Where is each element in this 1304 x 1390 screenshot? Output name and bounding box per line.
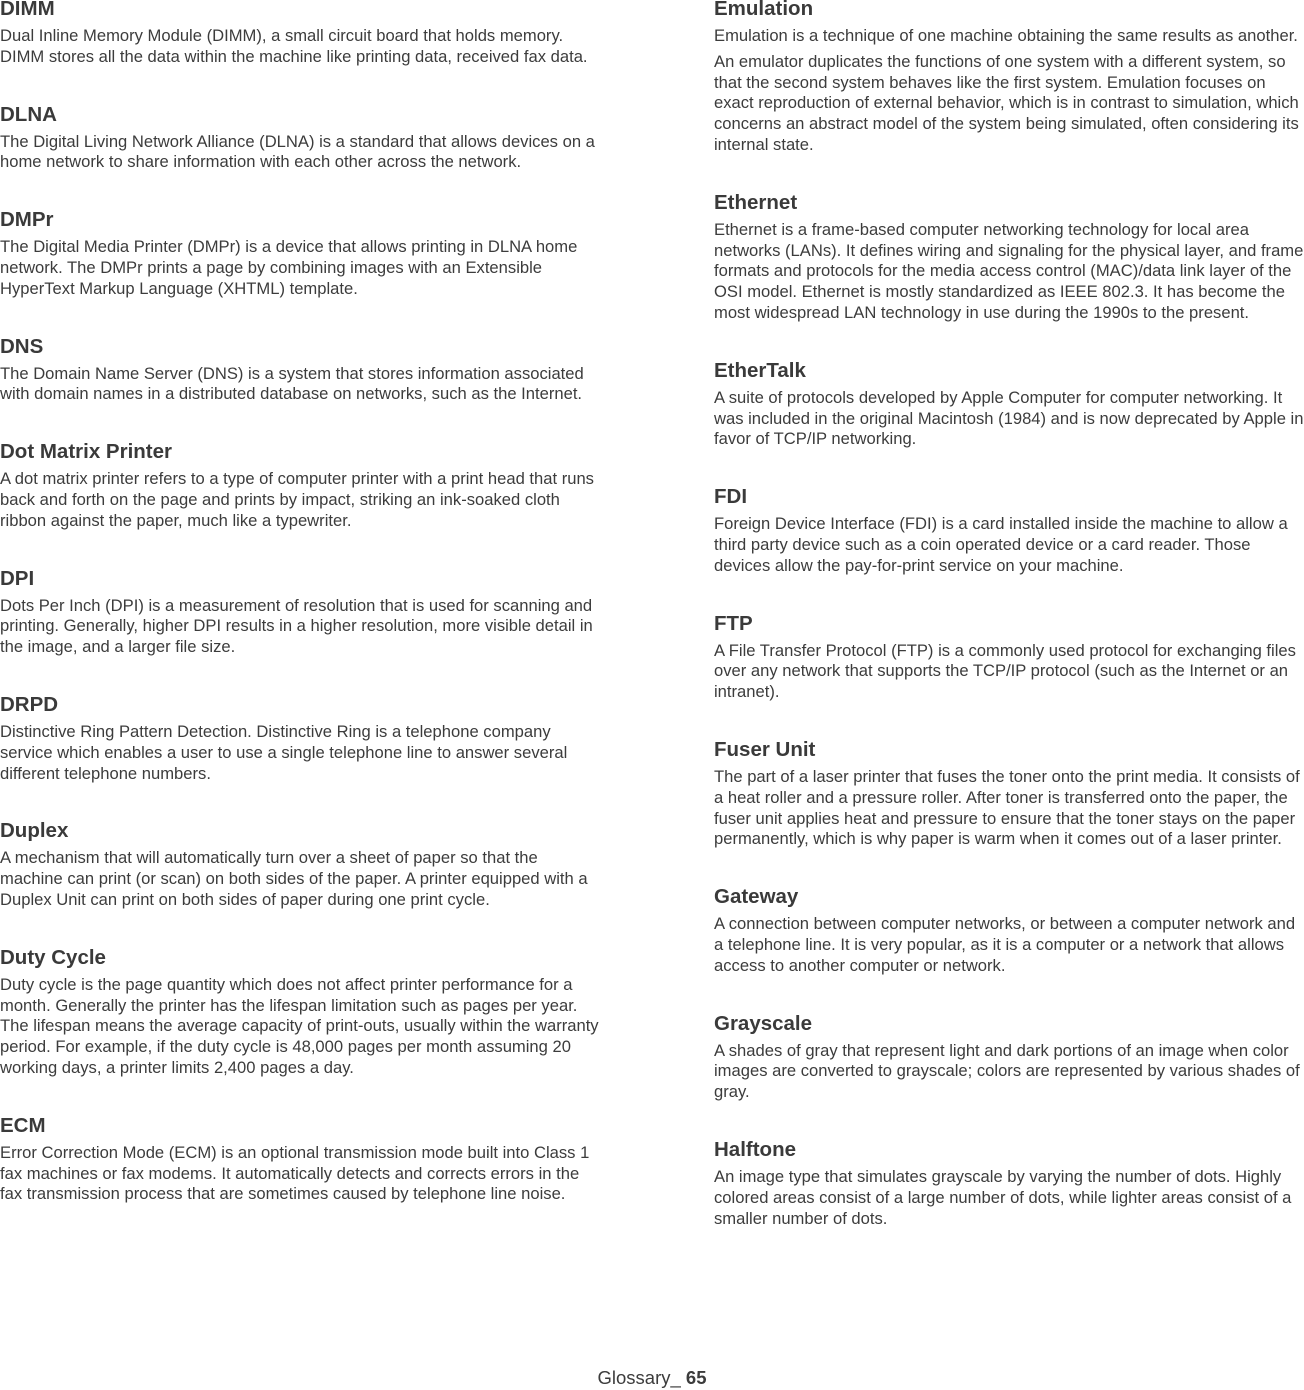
glossary-term: Fuser Unit bbox=[714, 737, 816, 761]
glossary-entry bbox=[714, 358, 1304, 450]
glossary-term: DLNA bbox=[0, 102, 57, 126]
glossary-entry bbox=[0, 692, 600, 784]
glossary-term: Duty Cycle bbox=[0, 945, 106, 969]
glossary-entry bbox=[714, 190, 1304, 324]
footer-section-label: Glossary_ bbox=[597, 1367, 681, 1388]
glossary-term: Halftone bbox=[714, 1137, 796, 1161]
page-number: 65 bbox=[685, 1367, 707, 1388]
glossary-term: FTP bbox=[714, 611, 753, 635]
glossary-term: DRPD bbox=[0, 692, 59, 716]
glossary-definition: Distinctive Ring Pattern Detection. Distinctive Ring is a telephone company service which enables a user to use a single telephone line to answer several different telephone numbers. bbox=[0, 721, 568, 783]
glossary-term: ECM bbox=[0, 1113, 46, 1137]
glossary-term: Grayscale bbox=[714, 1011, 813, 1035]
glossary-definition: The Digital Media Printer (DMPr) is a device that allows printing in DLNA home network. The DMPr prints a page by combining images with an Extensible HyperText Markup Language (XHTML) template. bbox=[0, 237, 578, 298]
glossary-entry bbox=[0, 566, 600, 658]
glossary-definition: A File Transfer Protocol (FTP) is a commonly used protocol for exchanging files over any network that supports the TCP/IP protocol (such as the Internet or an intranet). bbox=[714, 640, 1296, 702]
glossary-definition: An image type that simulates grayscale by varying the number of dots. Highly colored areas consist of a large number of dots, while lighter areas consist of a smaller number of dots. bbox=[714, 1166, 1292, 1228]
glossary-definition: Error Correction Mode (ECM) is an optional transmission mode built into Class 1 fax machines or fax modems. It automatically detects and corrects errors in the fax transmission process that are sometimes caused by telephone line noise. bbox=[0, 1142, 590, 1204]
glossary-definition: Duty cycle is the page quantity which does not affect printer performance for a month. Generally the printer has the lifespan limitation such as pages per year. The lifespan means the average capacity of print-outs, usually within the warranty period. For example, if the duty cycle is 48,000 pages per month assuming 20 working days, a printer limits 2,400 pages a day. bbox=[0, 974, 599, 1077]
glossary-entry bbox=[714, 884, 1304, 976]
page-footer bbox=[0, 1366, 1304, 1390]
glossary-definition: A shades of gray that represent light and dark portions of an image when color images are converted to grayscale; colors are represented by various shades of gray. bbox=[714, 1040, 1300, 1102]
glossary-definition: Ethernet is a frame-based computer networking technology for local area networks (LANs). It defines wiring and signaling for the physical layer, and frame formats and protocols for the media access control (MAC)/data link layer of the OSI model. Ethernet is mostly standardized as IEEE 802.3. It has become the most widespread LAN technology in use during the 1990s to the present. bbox=[714, 219, 1304, 322]
glossary-entry bbox=[714, 611, 1304, 703]
glossary-definition: An emulator duplicates the functions of one system with a different system, so that the second system behaves like the first system. Emulation focuses on exact reproduction of external behavior, which is in contrast to simulation, which concerns an abstract model of the system being simulated, often considering its internal state. bbox=[714, 51, 1299, 154]
glossary-definition: The Digital Living Network Alliance (DLNA) is a standard that allows devices on a home network to share information with each other across the network. bbox=[0, 131, 595, 172]
glossary-entry bbox=[0, 207, 600, 299]
glossary-term: Dot Matrix Printer bbox=[0, 440, 172, 464]
glossary-definition: A dot matrix printer refers to a type of computer printer with a print head that runs back and forth on the page and prints by impact, striking an ink-soaked cloth ribbon against the paper, much like a typewriter. bbox=[0, 469, 594, 530]
glossary-definition: Dots Per Inch (DPI) is a measurement of resolution that is used for scanning and printing. Generally, higher DPI results in a higher resolution, more visible detail in the image, and a larger file size. bbox=[0, 595, 593, 657]
glossary-definition: Emulation is a technique of one machine obtaining the same results as another. bbox=[714, 26, 1298, 45]
glossary-definition: A mechanism that will automatically turn over a sheet of paper so that the machine can print (or scan) on both sides of the paper. A printer equipped with a Duplex Unit can print on both sides of paper during one print cycle. bbox=[0, 848, 588, 909]
glossary-definition: Dual Inline Memory Module (DIMM), a small circuit board that holds memory. DIMM stores all the data within the machine like printing data, received fax data. bbox=[0, 26, 588, 66]
glossary-entry bbox=[0, 102, 600, 174]
glossary-term: EtherTalk bbox=[714, 358, 806, 382]
glossary-term: DIMM bbox=[0, 0, 55, 20]
glossary-definition: A connection between computer networks, or between a computer network and a telephone line. It is very popular, as it is a computer or a network that allows access to another computer or network. bbox=[714, 914, 1296, 975]
glossary-term: FDI bbox=[714, 485, 748, 509]
glossary-term: Emulation bbox=[714, 0, 814, 20]
glossary-entry bbox=[0, 818, 600, 910]
glossary-right-column bbox=[714, 0, 1304, 1263]
glossary-entry bbox=[714, 0, 1304, 156]
glossary-definition: Foreign Device Interface (FDI) is a card installed inside the machine to allow a third party device such as a coin operated device or a card reader. Those devices allow the pay-for-print service on your machine. bbox=[714, 514, 1288, 575]
glossary-term: Duplex bbox=[0, 819, 69, 843]
glossary-definition: A suite of protocols developed by Apple Computer for computer networking. It was included in the original Macintosh (1984) and is now deprecated by Apple in favor of TCP/IP networking. bbox=[714, 387, 1304, 449]
glossary-term: DMPr bbox=[0, 208, 54, 232]
glossary-term: Gateway bbox=[714, 885, 799, 909]
glossary-term: Ethernet bbox=[714, 190, 798, 214]
glossary-entry bbox=[714, 737, 1304, 850]
glossary-term: DPI bbox=[0, 566, 35, 590]
glossary-left-column bbox=[0, 0, 600, 1239]
glossary-entry bbox=[0, 439, 600, 531]
glossary-entry bbox=[0, 945, 600, 1079]
glossary-entry bbox=[0, 334, 600, 406]
glossary-entry bbox=[0, 1113, 600, 1205]
glossary-entry bbox=[714, 1011, 1304, 1103]
glossary-entry bbox=[0, 0, 600, 68]
glossary-definition: The Domain Name Server (DNS) is a system that stores information associated with domain names in a distributed database on networks, such as the Internet. bbox=[0, 363, 584, 404]
glossary-entry bbox=[714, 484, 1304, 576]
glossary-entry bbox=[714, 1137, 1304, 1229]
glossary-term: DNS bbox=[0, 334, 44, 358]
glossary-definition: The part of a laser printer that fuses the toner onto the print media. It consists of a heat roller and a pressure roller. After toner is transferred onto the paper, the fuser unit applies heat and pressure to ensure that the toner stays on the paper permanently, which is why paper is warm when it comes out of a laser printer. bbox=[714, 766, 1300, 849]
